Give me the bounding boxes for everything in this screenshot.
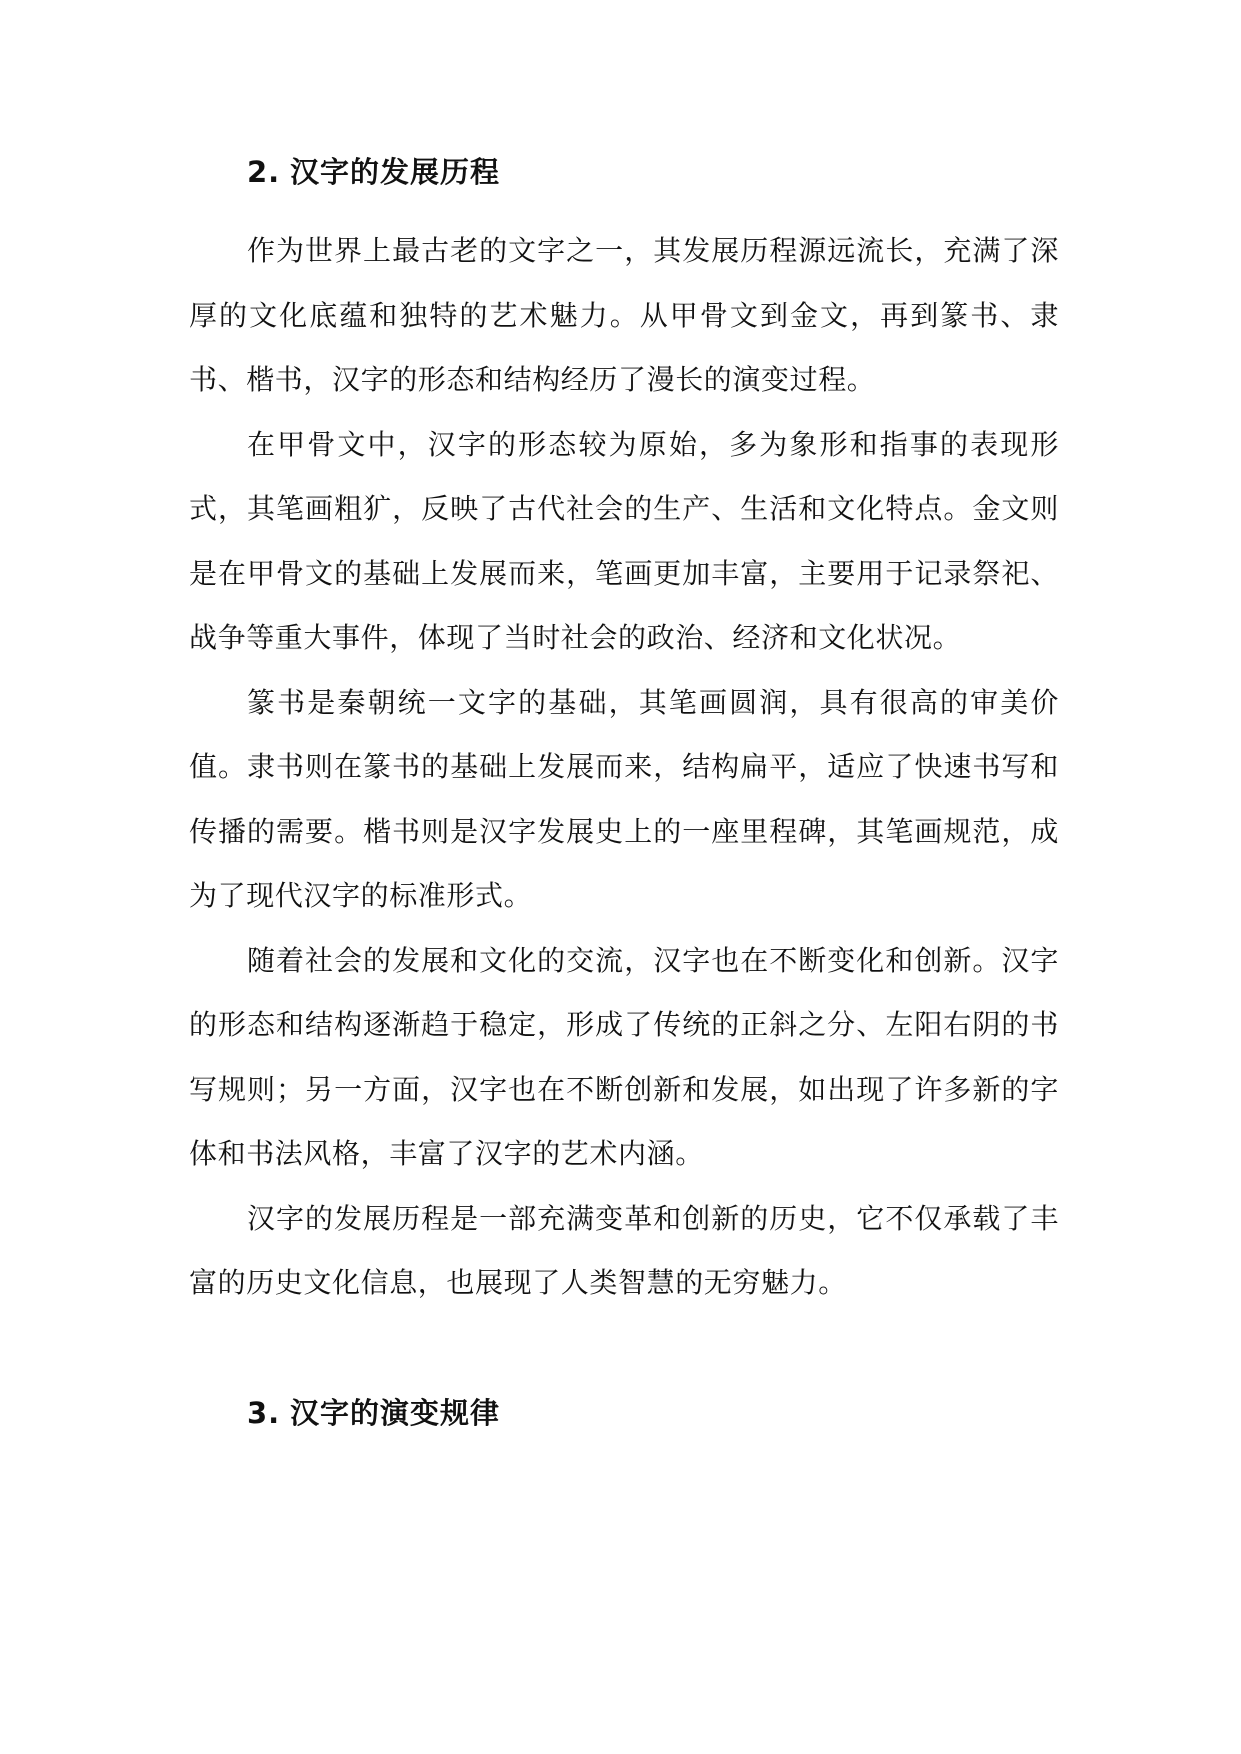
section-number: 3. <box>247 1395 281 1430</box>
document-body <box>189 140 1059 1445</box>
paragraph-2: 在甲骨文中，汉字的形态较为原始，多为象形和指事的表现形式，其笔画粗犷，反映了古代社会的生产、生活和文化特点。金文则是在甲骨文的基础上发展而来，笔画更加丰富，主要用于记录祭祀、战争等重大事件，体现了当时社会的政治、经济和文化状况。 <box>189 427 1059 654</box>
paragraph-4: 随着社会的发展和文化的交流，汉字也在不断变化和创新。汉字的形态和结构逐渐趋于稳定，形成了传统的正斜之分、左阳右阴的书写规则；另一方面，汉字也在不断创新和发展，如出现了许多新的字体和书法风格，丰富了汉字的艺术内涵。 <box>189 943 1059 1170</box>
section-title: 汉字的演变规律 <box>290 1395 501 1430</box>
section-number: 2. <box>247 155 281 189</box>
section-title: 汉字的发展历程 <box>290 155 501 189</box>
paragraph-1: 作为世界上最古老的文字之一，其发展历程源远流长，充满了深厚的文化底蕴和独特的艺术魅力。从甲骨文到金文，再到篆书、隶书、楷书，汉字的形态和结构经历了漫长的演变过程。 <box>189 234 1059 396</box>
section-heading-3 <box>189 1381 1059 1445</box>
paragraph-5: 汉字的发展历程是一部充满变革和创新的历史，它不仅承载了丰富的历史文化信息，也展现了人类智慧的无穷魅力。 <box>189 1201 1059 1299</box>
section-heading-2 <box>189 140 1059 204</box>
paragraph-3: 篆书是秦朝统一文字的基础，其笔画圆润，具有很高的审美价值。隶书则在篆书的基础上发展而来，结构扁平，适应了快速书写和传播的需要。楷书则是汉字发展史上的一座里程碑，其笔画规范，成为了现代汉字的标准形式。 <box>189 685 1059 912</box>
